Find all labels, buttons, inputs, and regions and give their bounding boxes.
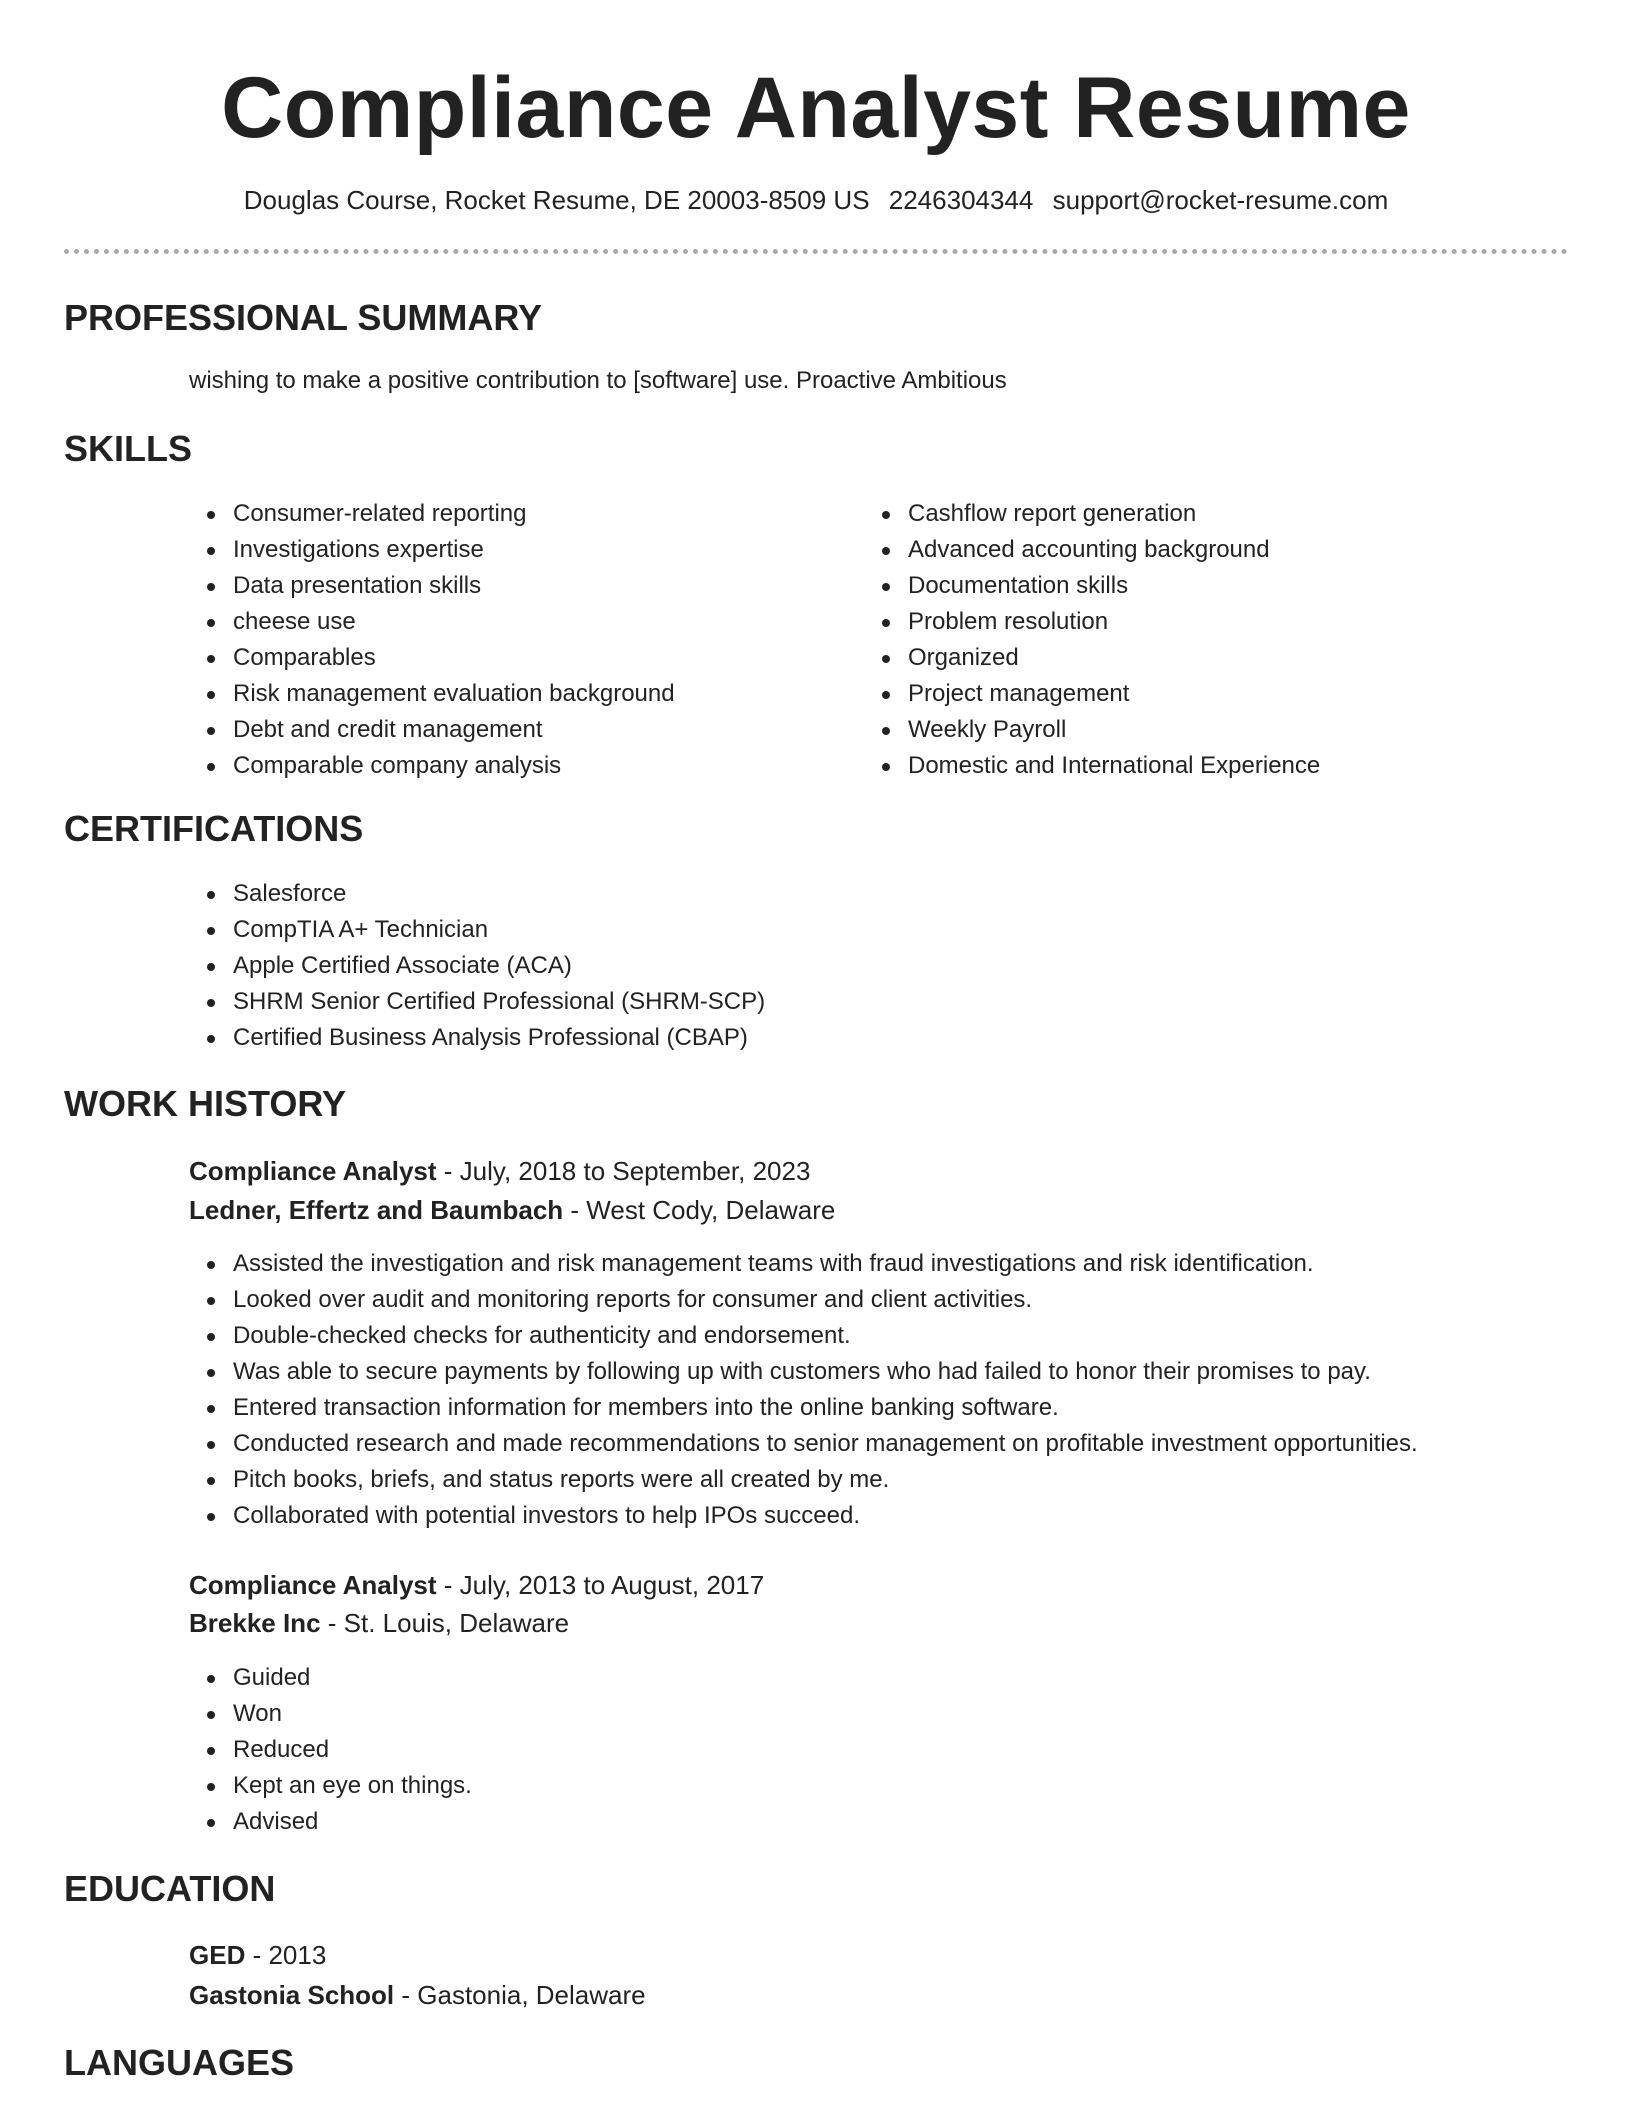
summary-heading: PROFESSIONAL SUMMARY xyxy=(64,297,543,338)
job-title: Compliance Analyst xyxy=(189,1570,437,1600)
education-school-line xyxy=(189,1976,646,2014)
list-item: Advanced accounting background xyxy=(864,532,1320,568)
list-item: Apple Certified Associate (ACA) xyxy=(189,948,765,984)
list-item: Investigations expertise xyxy=(189,532,675,568)
job-title: Compliance Analyst xyxy=(189,1156,437,1186)
list-item: Collaborated with potential investors to help IPOs succeed. xyxy=(189,1498,1418,1534)
languages-heading: LANGUAGES xyxy=(64,2042,295,2083)
list-item: Comparable company analysis xyxy=(189,748,675,784)
job-bullets xyxy=(189,1660,472,1840)
job-company: Brekke Inc xyxy=(189,1608,321,1638)
job-title-line xyxy=(189,1566,764,1604)
skills-list-right xyxy=(864,496,1320,784)
list-item: Risk management evaluation background xyxy=(189,676,675,712)
list-item: Project management xyxy=(864,676,1320,712)
summary-text: wishing to make a positive contribution to [software] use. Proactive Ambitious xyxy=(189,367,1007,394)
list-item: Domestic and International Experience xyxy=(864,748,1320,784)
list-item: Won xyxy=(189,1696,472,1732)
education-school: Gastonia School xyxy=(189,1980,395,2010)
list-item: Weekly Payroll xyxy=(864,712,1320,748)
list-item: Salesforce xyxy=(189,876,765,912)
education-location: - Gastonia, Delaware xyxy=(394,1980,646,2010)
list-item: Was able to secure payments by following up with customers who had failed to honor their promises to pay. xyxy=(189,1354,1418,1390)
list-item: Advised xyxy=(189,1804,472,1840)
list-item: Data presentation skills xyxy=(189,568,675,604)
list-item: Cashflow report generation xyxy=(864,496,1320,532)
contact-address: Douglas Course, Rocket Resume, DE 20003-8509 US xyxy=(243,185,870,215)
list-item: Looked over audit and monitoring reports for consumer and client activities. xyxy=(189,1282,1418,1318)
contact-email: support@rocket-resume.com xyxy=(1052,185,1389,215)
list-item: Pitch books, briefs, and status reports were all created by me. xyxy=(189,1462,1418,1498)
list-item: SHRM Senior Certified Professional (SHRM-SCP) xyxy=(189,984,765,1020)
job-location: - West Cody, Delaware xyxy=(563,1195,836,1225)
list-item: Problem resolution xyxy=(864,604,1320,640)
list-item: Certified Business Analysis Professional (CBAP) xyxy=(189,1020,765,1056)
list-item: Comparables xyxy=(189,640,675,676)
skills-list-left xyxy=(189,496,675,784)
job-company-line xyxy=(189,1604,569,1642)
job-location: - St. Louis, Delaware xyxy=(320,1608,570,1638)
list-item: Debt and credit management xyxy=(189,712,675,748)
job-company-line xyxy=(189,1191,835,1229)
certifications-heading: CERTIFICATIONS xyxy=(64,808,364,849)
list-item: Entered transaction information for members into the online banking software. xyxy=(189,1390,1418,1426)
job-dates: - July, 2013 to August, 2017 xyxy=(436,1570,765,1600)
work-history-heading: WORK HISTORY xyxy=(64,1083,347,1124)
job-bullets xyxy=(189,1246,1418,1534)
header-divider xyxy=(64,249,1568,254)
resume-title: Compliance Analyst Resume xyxy=(221,60,1411,156)
job-title-line xyxy=(189,1152,810,1190)
list-item: Reduced xyxy=(189,1732,472,1768)
education-heading: EDUCATION xyxy=(64,1868,276,1909)
list-item: Conducted research and made recommendations to senior management on profitable investment opportunities. xyxy=(189,1426,1418,1462)
list-item: Kept an eye on things. xyxy=(189,1768,472,1804)
job-company: Ledner, Effertz and Baumbach xyxy=(189,1195,564,1225)
skills-heading: SKILLS xyxy=(64,428,193,469)
list-item: Organized xyxy=(864,640,1320,676)
list-item: Documentation skills xyxy=(864,568,1320,604)
list-item: Double-checked checks for authenticity and endorsement. xyxy=(189,1318,1418,1354)
list-item: Consumer-related reporting xyxy=(189,496,675,532)
education-year: - 2013 xyxy=(245,1940,327,1970)
contact-line xyxy=(0,182,1632,218)
contact-phone: 2246304344 xyxy=(888,185,1034,215)
list-item: Guided xyxy=(189,1660,472,1696)
education-degree: GED xyxy=(189,1940,246,1970)
list-item: Assisted the investigation and risk management teams with fraud investigations and risk identification. xyxy=(189,1246,1418,1282)
education-degree-line xyxy=(189,1936,326,1974)
list-item: cheese use xyxy=(189,604,675,640)
certifications-list xyxy=(189,876,765,1056)
job-dates: - July, 2018 to September, 2023 xyxy=(436,1156,811,1186)
list-item: CompTIA A+ Technician xyxy=(189,912,765,948)
